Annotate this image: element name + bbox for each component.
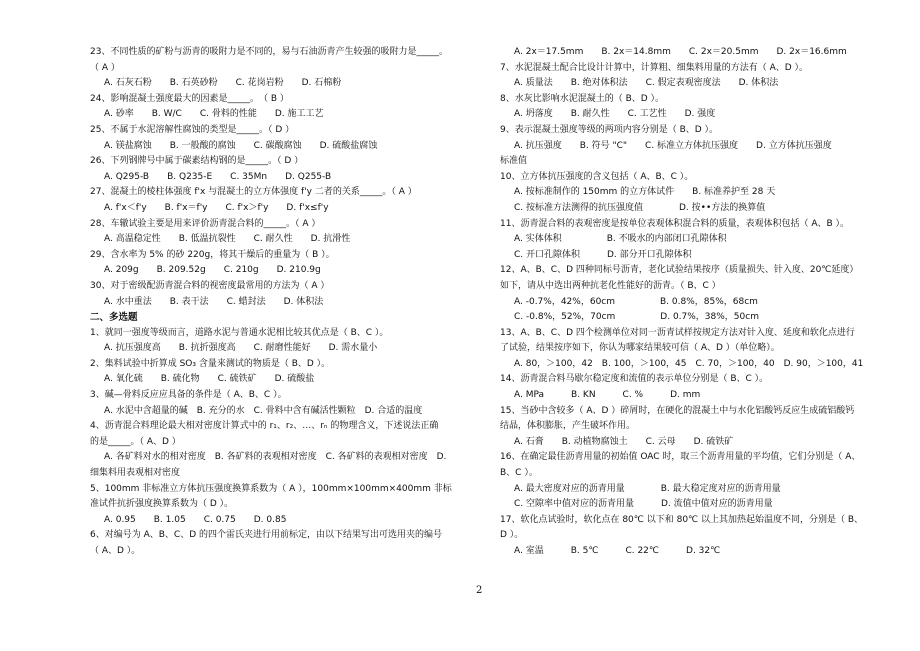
question-line: 如下，请从中选出两种抗老化性能好的沥青。（ B、C ） (500, 280, 721, 291)
question-line: 16、在确定最佳沥青用量的初始值 OAC 时，取三个沥青用量的平均值，它们分别是（ A、 (500, 452, 861, 463)
answer-options: C. 按标准方法测得的抗压强度值 D. 按••方法的换算值 (514, 202, 766, 213)
question-line: 2、集料试验中折算成 SO₃ 含量来测试的物质是（ B、D ）。 (90, 358, 331, 369)
answer-options: C. 开口孔隙体积 D. 部分开口孔隙体积 (514, 249, 692, 260)
answer-options: A. 80，＞100，42 B. 100，＞100，45 C. 70，＞100，40 D. 90，＞100，41 (514, 358, 864, 369)
question-line: 1、就同一强度等级而言，道路水泥与普通水泥相比较其优点是（ B、C ）。 (90, 327, 389, 338)
answer-options: A. 最大密度对应的沥青用量 B. 最大稳定度对应的沥青用量 (514, 483, 781, 494)
question-line: 28、车辙试验主要是用来评价沥青混合料的_____。（ A ） (90, 218, 321, 229)
answer-options: A. 水泥中含超量的碱 B. 充分的水 C. 骨料中含有碱活性颗粒 D. 合适的温度 (104, 405, 423, 416)
question-line: 10、立方体抗压强度的含义包括（ A、B、C ）。 (500, 171, 694, 182)
question-line: 25、不属于水泥溶解性腐蚀的类型是_____。（ D ） (90, 124, 295, 135)
answer-options: A. 抗压强度 B. 符号 "C" C. 标准立方体抗压强度 D. 立方体抗压强度 (514, 140, 832, 151)
answer-options: A. 石膏 B. 动植物腐蚀土 C. 云母 D. 硫铁矿 (514, 436, 734, 447)
answer-options: A. 高温稳定性 B. 低温抗裂性 C. 耐久性 D. 抗滑性 (104, 234, 351, 245)
question-line: B、C ）。 (500, 468, 538, 479)
question-line: 了试验，结果按序如下，你认为哪家结果较可信（ A、D ）（单位略）。 (500, 343, 780, 354)
answer-options: C. -0.8%，52%，70cm D. 0.7%，38%，50cm (514, 312, 759, 323)
question-line: 14、沥青混合料马歇尔稳定度和流值的表示单位分别是（ B、C ）。 (500, 374, 769, 385)
question-line: 12、A、B、C、D 四种同标号沥青，老化试验结果按序（质量损失、针入度、20℃延度） (500, 265, 859, 276)
question-line: 细集料用表观相对密度 (90, 468, 181, 479)
question-line: 11、沥青混合料的表观密度是按单位表观体积混合料的质量，表观体积包括（ A、B ）。 (500, 218, 850, 229)
answer-options: A. 水中重法 B. 表干法 C. 蜡封法 D. 体积法 (104, 296, 324, 307)
question-line: 5、100mm 非标准立方体抗压强度换算系数为（ A ），100mm×100mm×400mm 非标 (90, 483, 452, 494)
answer-options: A. 坍落度 B. 耐久性 C. 工艺性 D. 强度 (514, 109, 716, 120)
answer-options: A. 各矿料对水的相对密度 B. 各矿料的表观相对密度 C. 各矿料的表观相对密度 D. (104, 452, 447, 463)
answer-options: A. f'x＜f'y B. f'x＝f'y C. f'x＞f'y D. f'x≤f'y (104, 202, 329, 213)
question-line: 6、对编号为 A、B、C、D 的四个雷氏夹进行用前标定，由以下结果写出可选用夹的编号 (90, 530, 442, 541)
question-line: （ A ） (90, 62, 120, 73)
question-line: 23、不同性质的矿粉与沥青的吸附力是不同的，易与石油沥青产生较强的吸附力是_____。 (90, 47, 448, 57)
question-line: （ A、D ）。 (90, 546, 141, 556)
answer-options: A. 镁盐腐蚀 B. 一般酸的腐蚀 C. 碳酸腐蚀 D. 硫酸盐腐蚀 (104, 140, 378, 151)
question-line: 标准值 (500, 156, 528, 167)
answer-options: A. 石灰石粉 B. 石英砂粉 C. 花岗岩粉 D. 石棉粉 (104, 78, 342, 89)
question-line: 的是_____。（ A、D ） (90, 436, 181, 447)
question-line: 15、当砂中含较多（ A、D ）碎屑时，在硬化的混凝土中与水化铝酸钙反应生成硫铝酸钙 (500, 405, 855, 416)
question-line: 24、影响混凝土强度最大的因素是_____。 （ B ） (90, 93, 289, 104)
answer-options: C. 空隙率中值对应的沥青用量 D. 流值中值对应的沥青用量 (514, 499, 773, 510)
answer-options: A. 氧化硫 B. 硫化物 C. 硫铁矿 D. 硫酸盐 (104, 374, 315, 385)
question-line: 13、A、B、C、D 四个检测单位对同一沥青试样按规定方法对针入度、延度和软化点进行 (500, 327, 855, 338)
question-line: 30、对于密级配沥青混合料的视密度最常用的方法为（ A ） (90, 280, 330, 291)
question-line: 准试件抗折强度换算系数为（ D ）。 (90, 499, 234, 510)
question-line: 结晶，体积膨胀，产生破坏作用。 (500, 421, 636, 432)
page-number: 2 (476, 585, 483, 596)
question-line: 27、混凝土的棱柱体强度 f'x 与混凝土的立方体强度 f'y 二者的关系_____。（ A ） (90, 187, 417, 198)
question-line: 3、碱—骨料反应应具备的条件是（ A、B、C ）。 (90, 390, 287, 401)
answer-options: A. 2x＝17.5mm B. 2x＝14.8mm C. 2x＝20.5mm D. 2x＝16.6mm (514, 47, 847, 57)
answer-options: A. 抗压强度高 B. 抗折强度高 C. 耐磨性能好 D. 需水量小 (104, 343, 378, 354)
question-line: 8、水灰比影响水泥混凝土的（ B、D ）。 (500, 93, 665, 104)
answer-options: A. 砂率 B. W/C C. 骨料的性能 D. 施工工艺 (104, 109, 324, 120)
question-line: 4、沥青混合料理论最大相对密度计算式中的 r₁、r₂、…、rₙ 的物理含义，下述说法正确 (90, 421, 439, 432)
answer-options: A. MPa B. KN C. % D. mm (514, 390, 701, 401)
section-heading: 二、多选题 (90, 312, 138, 324)
answer-options: A. 209g B. 209.52g C. 210g D. 210.9g (104, 265, 321, 276)
question-line: 9、表示混凝土强度等级的两项内容分别是（ B、D ）。 (500, 124, 719, 135)
question-line: 17、软化点试验时，软化点在 80℃ 以下和 80℃ 以上其加热起始温度不同，分别是（ B、 (500, 514, 864, 525)
answer-options: A. 室温 B. 5℃ C. 22℃ D. 32℃ (514, 546, 721, 556)
question-line: 29、含水率为 5% 的砂 220g，将其干燥后的重量为（ B ）。 (90, 249, 335, 260)
question-line: 26、下列钢牌号中属于碳素结构钢的是_____。（ D ） (90, 156, 304, 167)
left-column (90, 45, 468, 560)
answer-options: A. -0.7%，42%，60cm B. 0.8%，85%，68cm (514, 296, 758, 307)
answer-options: A. 按标准制作的 150mm 的立方体试件 B. 标准养护至 28 天 (514, 187, 776, 198)
question-line: D ）。 (500, 530, 524, 541)
answer-options: A. 0.95 B. 1.05 C. 0.75 D. 0.85 (104, 514, 287, 525)
right-column (500, 45, 880, 560)
answer-options: A. Q295-B B. Q235-E C. 35Mn D. Q255-B (104, 171, 332, 182)
answer-options: A. 质量法 B. 绝对体积法 C. 假定表观密度法 D. 体积法 (514, 78, 779, 89)
question-line: 7、水泥混凝土配合比设计计算中，计算粗、细集料用量的方法有（ A、D ）。 (500, 62, 809, 73)
answer-options: A. 实体体积 B. 不吸水的内部闭口孔隙体积 (514, 234, 727, 245)
